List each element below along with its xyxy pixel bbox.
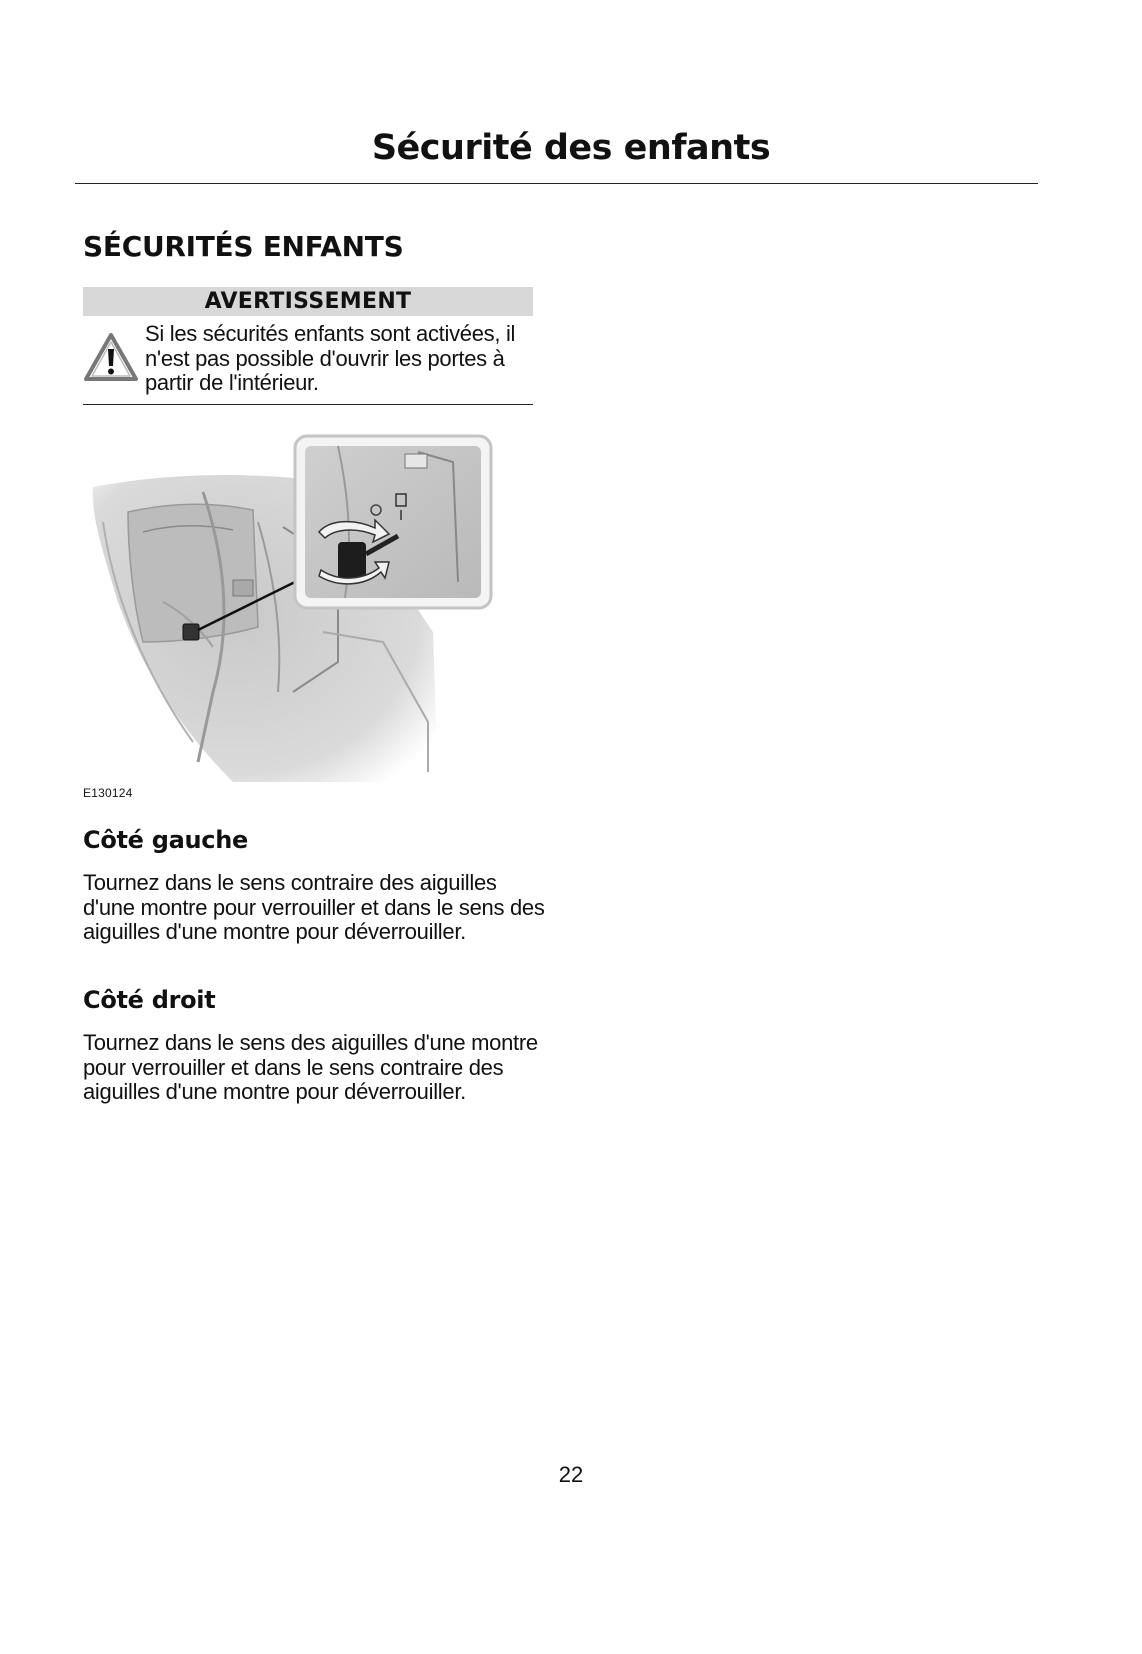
warning-triangle-icon	[83, 332, 139, 382]
chapter-title: Sécurité des enfants	[371, 128, 771, 168]
chapter-divider	[75, 183, 1038, 184]
section-heading: SÉCURITÉS ENFANTS	[83, 230, 404, 263]
warning-box	[83, 287, 533, 405]
figure-reference: E130124	[83, 786, 133, 800]
warning-header: AVERTISSEMENT	[83, 287, 533, 316]
warning-body	[83, 316, 533, 405]
page-number: 22	[558, 1462, 584, 1487]
right-side-text: Tournez dans le sens des aiguilles d'une montre pour verrouiller et dans le sens contraire des aiguilles d'une montre pour déverrouiller.	[83, 1030, 538, 1104]
detail-inlay	[295, 436, 491, 608]
warning-text: Si les sécurités enfants sont activées, il n'est pas possible d'ouvrir les portes à partir de l'intérieur.	[145, 321, 516, 395]
left-side-heading: Côté gauche	[83, 826, 248, 854]
right-side-heading: Côté droit	[83, 986, 216, 1014]
left-side-text: Tournez dans le sens contraire des aiguilles d'une montre pour verrouiller et dans le sens des aiguilles d'une montre pour déverrouiller.	[83, 870, 545, 944]
child-lock-illustration	[83, 432, 533, 802]
